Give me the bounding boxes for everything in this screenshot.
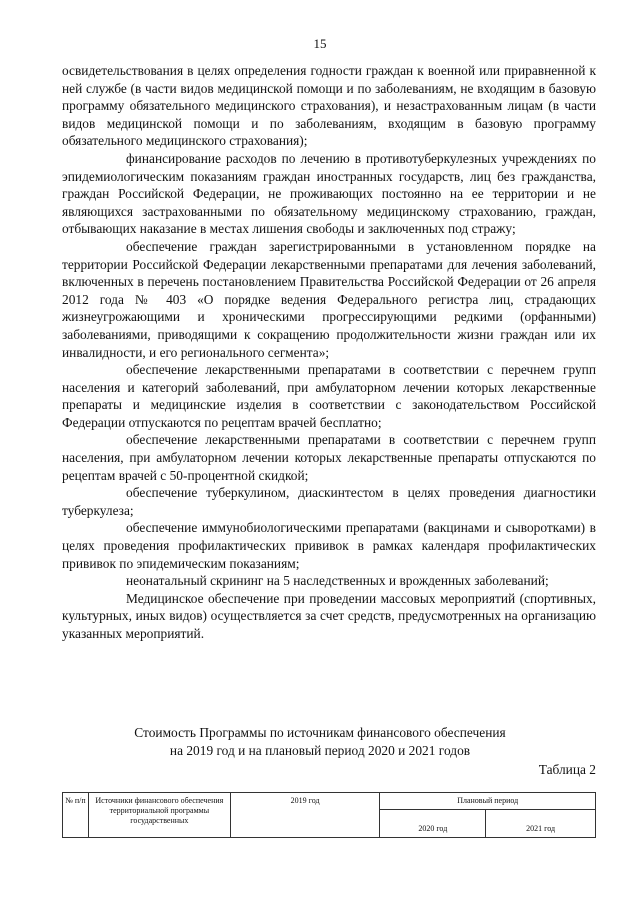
paragraph: освидетельствования в целях определения годности граждан к военной или приравненной к ней службе (в части видов медицинской помощи и по заболеваниям, не входящим в базовую программу обязательного медицинского страхования), и незастрахованным лицам (в части видов медицинской помощи и по заболеваниям, входящим в базовую программу обязательного медицинского страхования); <box>62 63 596 149</box>
paragraph: обеспечение иммунобиологическими препаратами (вакцинами и сыворотками) в целях проведения профилактических прививок в рамках календаря профилактических прививок по эпидемическим показаниям; <box>62 520 596 571</box>
paragraph: обеспечение лекарственными препаратами в соответствии с перечнем групп населения, при амбулаторном лечении которых лекарственные препараты отпускаются по рецептам врачей с 50-процентной скидкой; <box>62 432 596 483</box>
header-2019: 2019 год <box>230 793 380 838</box>
paragraph: обеспечение лекарственными препаратами в соответствии с перечнем групп населения и категорий заболеваний, при амбулаторном лечении которых лекарственные препараты и медицинские изделия в соответствии с законодательством Российской Федерации отпускаются по рецептам врачей бесплатно; <box>62 362 596 430</box>
page-number: 15 <box>313 36 327 51</box>
header-2021: 2021 год <box>486 810 596 838</box>
paragraph: финансирование расходов по лечению в противотуберкулезных учреждениях по эпидемиологическим показаниям граждан иностранных государств, лиц без гражданства, граждан Российской Федерации, не проживающих постоянно на ее территории и не являющихся застрахованными по обязательному медицинскому страхованию, граждан, отбывающих наказание в местах лишения свободы и заключенных под стражу; <box>62 150 596 237</box>
paragraph: неонатальный скрининг на 5 наследственных и врожденных заболеваний; <box>126 573 549 589</box>
header-plan-period: Плановый период <box>380 793 596 810</box>
document-body <box>62 62 596 643</box>
caption-line-2: на 2019 год и на плановый период 2020 и 2021 годов <box>169 742 471 758</box>
table-header-row <box>63 793 596 810</box>
header-number: № п/п <box>63 793 89 838</box>
paragraph: обеспечение туберкулином, диаскинтестом в целях проведения диагностики туберкулеза; <box>62 485 596 518</box>
header-source: Источники финансового обеспечения территориальной программы государственных <box>88 793 230 838</box>
paragraph: Медицинское обеспечение при проведении массовых мероприятий (спортивных, культурных, иных видов) осуществляется за счет средств, предусмотренных на организацию указанных мероприятий. <box>62 590 596 641</box>
paragraph: обеспечение граждан зарегистрированными в установленном порядке на территории Российской Федерации лекарственными препаратами для лечения заболеваний, включенных в перечень постановлением Правительства Российской Федерации от 26 апреля 2012 года № 403 «О порядке ведения Федерального регистра лиц, страдающих жизнеугрожающими и хроническими прогрессирующими редкими (орфанными) заболеваниями, приводящими к сокращению продолжительности жизни граждан или их инвалидности, и его регионального сегмента»; <box>62 238 596 360</box>
header-2020: 2020 год <box>380 810 486 838</box>
caption-line-1: Стоимость Программы по источникам финансового обеспечения <box>134 725 506 740</box>
financing-table <box>62 792 596 838</box>
table-label: Таблица 2 <box>538 762 596 777</box>
table-caption <box>0 724 640 759</box>
